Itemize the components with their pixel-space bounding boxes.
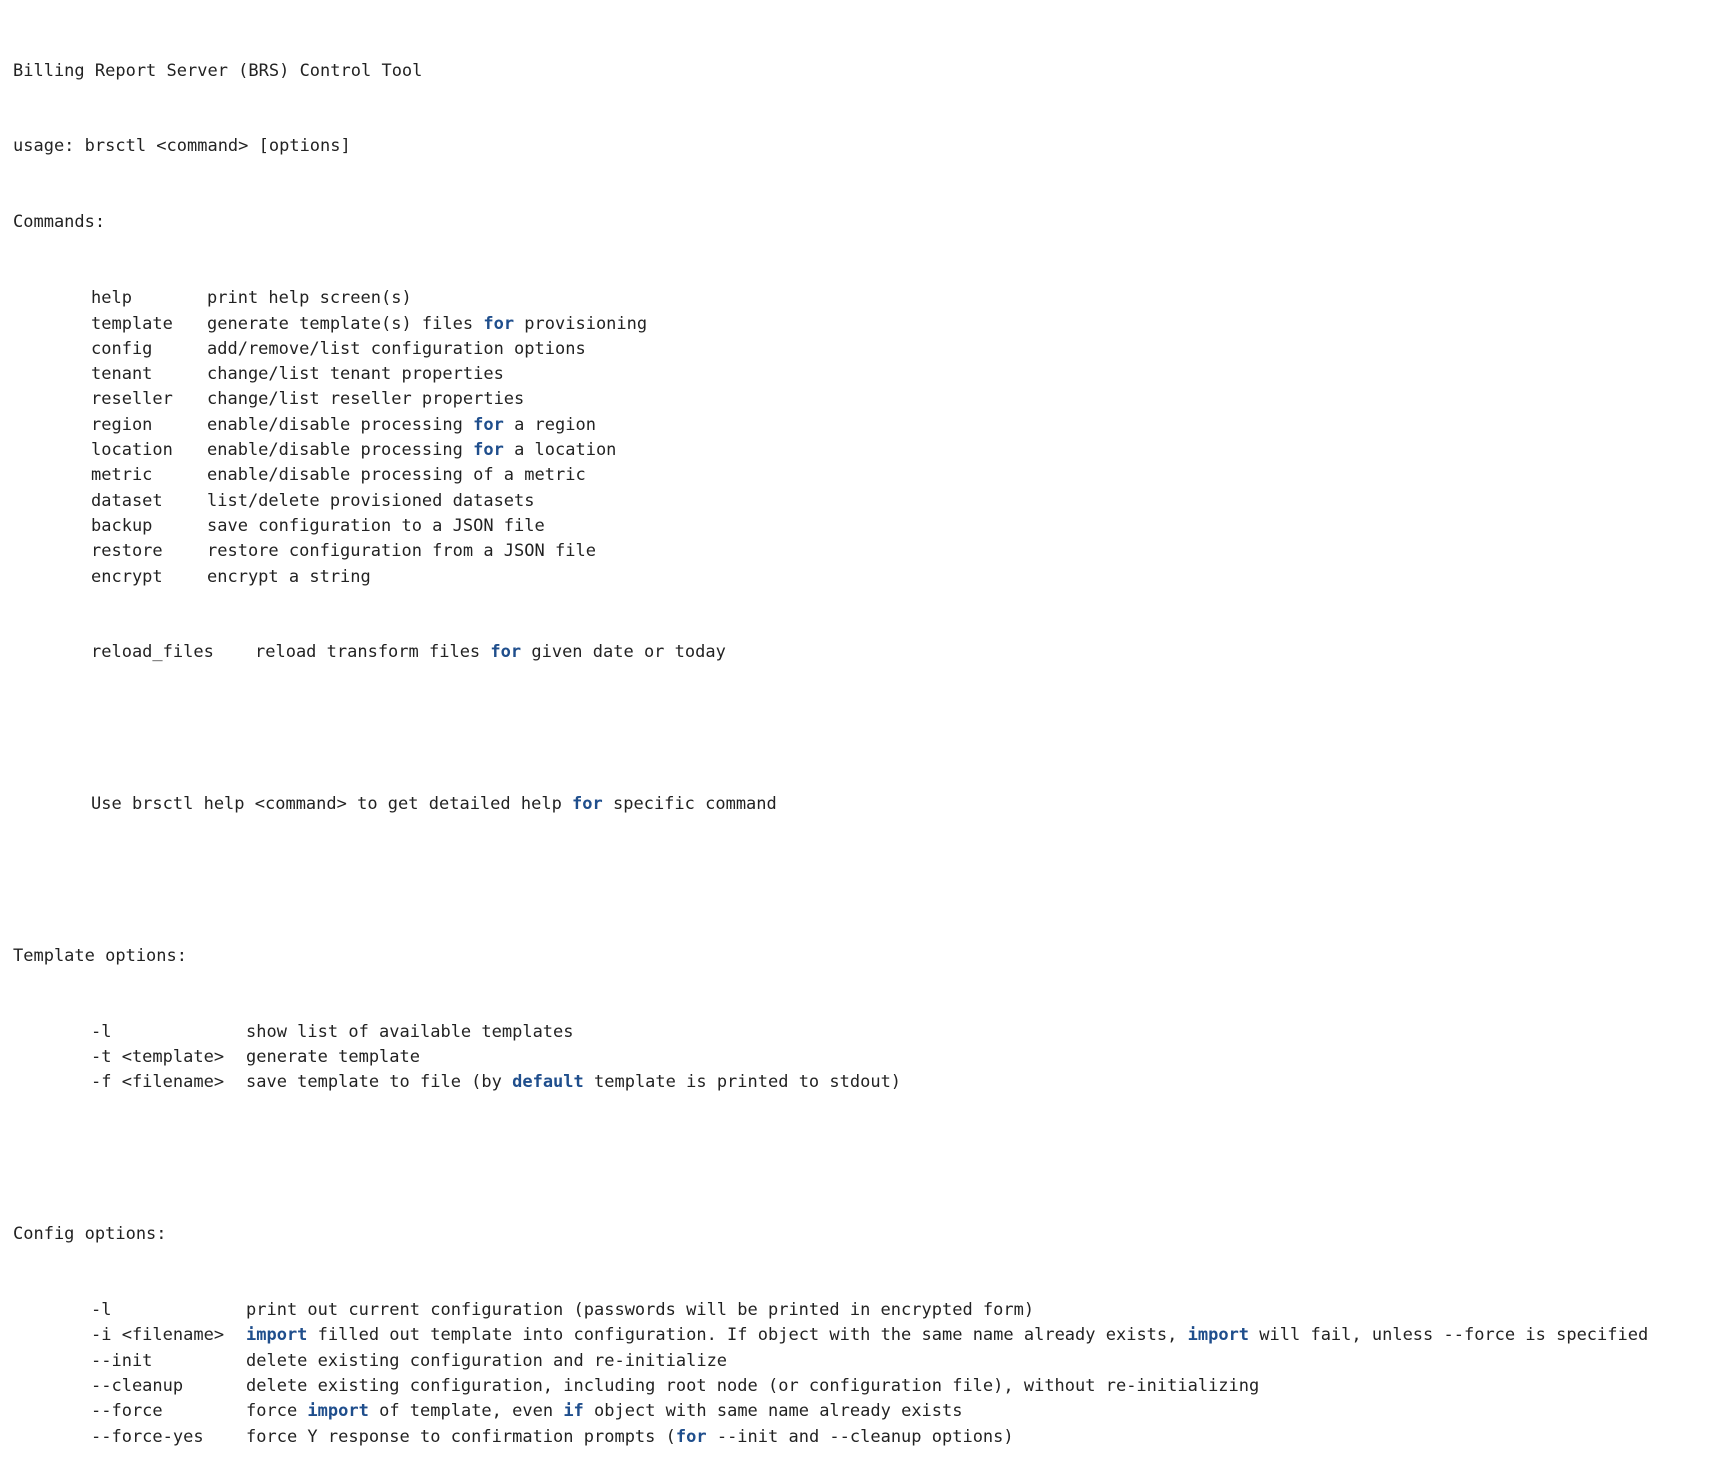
keyword-highlight: import <box>246 1325 308 1346</box>
keyword-highlight: if <box>563 1401 584 1422</box>
config-option-row <box>13 1399 1718 1424</box>
config-option-row <box>13 1425 1718 1450</box>
help-hint <box>13 792 1718 817</box>
command-description: encrypt a string <box>207 566 371 587</box>
keyword-highlight: import <box>307 1401 369 1422</box>
config-option-description: force Y response to confirmation prompts (for --init and --cleanup options) <box>246 1426 1014 1447</box>
config-option-description: delete existing configuration and re-initialize <box>246 1350 728 1371</box>
command-name: restore <box>91 541 163 562</box>
template-option-row <box>13 1020 1718 1045</box>
command-row <box>13 489 1718 514</box>
config-option-row <box>13 1349 1718 1374</box>
command-row <box>13 413 1718 438</box>
keyword-highlight: for <box>473 414 504 435</box>
keyword-highlight: for <box>483 313 515 334</box>
template-option-row <box>13 1070 1718 1095</box>
command-name: location <box>91 440 173 461</box>
usage-line: usage: brsctl <command> [options] <box>13 136 351 157</box>
command-row <box>13 438 1718 463</box>
config-option-name: --cleanup <box>91 1376 184 1397</box>
command-row <box>13 286 1718 311</box>
config-option-name: -l <box>91 1300 112 1321</box>
commands-heading: Commands: <box>13 212 106 233</box>
command-row-reload-files <box>13 640 1718 665</box>
command-name: region <box>91 414 153 435</box>
command-row <box>13 387 1718 412</box>
template-option-name: -t <template> <box>91 1047 225 1068</box>
config-option-name: --force <box>91 1401 163 1422</box>
keyword-highlight: default <box>512 1072 584 1093</box>
command-row <box>13 362 1718 387</box>
config-options-list <box>13 1298 1718 1450</box>
command-row <box>13 337 1718 362</box>
config-option-row <box>13 1323 1718 1348</box>
command-name: backup <box>91 515 153 536</box>
template-options-heading: Template options: <box>13 945 187 966</box>
command-name: reload_files <box>91 642 214 663</box>
config-option-description: delete existing configuration, including root node (or configuration file), without re-initializing <box>246 1376 1260 1397</box>
template-option-row <box>13 1045 1718 1070</box>
command-description: reload transform files for given date or today <box>255 642 726 663</box>
command-name: help <box>91 288 132 309</box>
config-option-row <box>13 1374 1718 1399</box>
command-name: metric <box>91 465 153 486</box>
keyword-highlight: import <box>1187 1325 1250 1346</box>
config-option-name: --init <box>91 1350 153 1371</box>
command-description: add/remove/list configuration options <box>207 338 586 359</box>
command-row <box>13 312 1718 337</box>
command-description: generate template(s) files for provisioning <box>207 313 648 334</box>
command-description: enable/disable processing for a location <box>207 440 617 461</box>
command-row <box>13 463 1718 488</box>
command-description: print help screen(s) <box>207 288 412 309</box>
config-option-description: print out current configuration (passwords will be printed in encrypted form) <box>246 1300 1035 1321</box>
keyword-highlight: for <box>572 794 603 815</box>
command-name: config <box>91 338 153 359</box>
command-name: template <box>91 313 173 334</box>
commands-list <box>13 286 1718 590</box>
config-option-name: -i <filename> <box>91 1325 225 1346</box>
help-hint-text: Use brsctl help <command> to get detailed help for specific command <box>91 794 777 815</box>
command-row <box>13 539 1718 564</box>
command-description: save configuration to a JSON file <box>207 515 545 536</box>
command-description: list/delete provisioned datasets <box>207 490 535 511</box>
command-description: change/list tenant properties <box>207 364 504 385</box>
config-option-description: force import of template, even if object with same name already exists <box>246 1401 963 1422</box>
template-options-list <box>13 1020 1718 1096</box>
template-option-description: generate template <box>246 1047 420 1068</box>
command-name: encrypt <box>91 566 163 587</box>
command-row <box>13 565 1718 590</box>
config-option-name: --force-yes <box>91 1426 204 1447</box>
template-option-description: save template to file (by default template is printed to stdout) <box>246 1072 902 1093</box>
command-description: change/list reseller properties <box>207 389 525 410</box>
command-name: tenant <box>91 364 153 385</box>
keyword-highlight: for <box>473 440 504 461</box>
template-option-name: -f <filename> <box>91 1072 225 1093</box>
config-options-heading: Config options: <box>13 1224 167 1245</box>
command-description: enable/disable processing for a region <box>207 414 596 435</box>
config-option-description: import filled out template into configuration. If object with the same name already exists, import will fail, unless --force is specified <box>246 1325 1649 1346</box>
config-option-row <box>13 1298 1718 1323</box>
command-name: dataset <box>91 490 163 511</box>
command-description: enable/disable processing of a metric <box>207 465 586 486</box>
command-name: reseller <box>91 389 173 410</box>
command-description: restore configuration from a JSON file <box>207 541 596 562</box>
keyword-highlight: for <box>490 642 522 663</box>
command-row <box>13 514 1718 539</box>
template-option-description: show list of available templates <box>246 1021 574 1042</box>
template-option-name: -l <box>91 1021 112 1042</box>
tool-title: Billing Report Server (BRS) Control Tool <box>13 60 423 81</box>
keyword-highlight: for <box>675 1426 707 1447</box>
